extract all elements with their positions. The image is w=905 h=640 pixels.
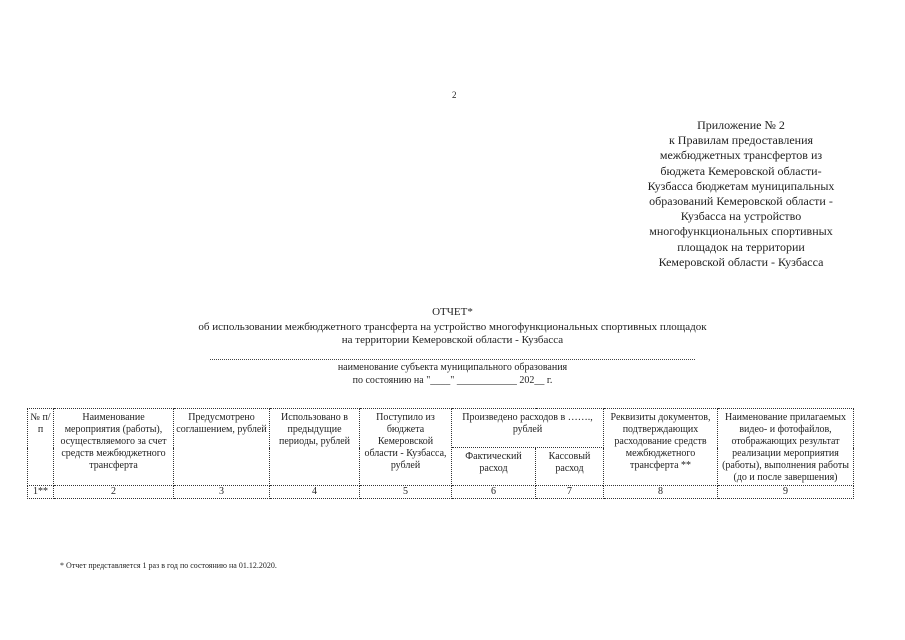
footnote: * Отчет представляется 1 раз в год по состоянию на 01.12.2020.	[60, 561, 277, 570]
appendix-line: к Правилам предоставления	[668, 133, 814, 148]
column-number: 7	[536, 486, 604, 499]
table-number-row	[28, 486, 854, 499]
appendix-line: Приложение № 2	[697, 118, 785, 132]
column-number: 8	[604, 486, 718, 499]
column-number: 1**	[28, 486, 54, 499]
appendix-line: образований Кемеровской области -	[649, 194, 833, 209]
header-activity: Наименование мероприятия (работы), осуществляемого за счет средств межбюджетного трансферта	[54, 409, 174, 486]
header-actual-expense: Фактический расход	[452, 448, 536, 486]
column-number: 4	[270, 486, 360, 499]
appendix-line: Кузбасса бюджетам муниципальных	[647, 178, 835, 193]
header-media-files: Наименование прилагаемых видео- и фотофайлов, отображающих результат реализации мероприятия (работы), выполнения работы (до и после завершения)	[718, 409, 854, 486]
column-number: 6	[452, 486, 536, 499]
appendix-line: межбюджетных трансфертов из	[659, 148, 823, 163]
table-header-row	[28, 409, 854, 448]
report-title: ОТЧЕТ*	[432, 306, 473, 318]
as-of-date: по состоянию на "____" ____________ 202__ г.	[352, 375, 553, 386]
column-number: 3	[174, 486, 270, 499]
report-subtitle-line1: об использовании межбюджетного трансферта на устройство многофункциональных спортивных площадок	[198, 321, 707, 333]
appendix-line: Кемеровской области - Кузбасса	[658, 254, 824, 269]
municipality-fill-line	[210, 359, 695, 360]
report-subtitle-line2: на территории Кемеровской области - Кузбасса	[341, 334, 564, 346]
header-used-previous: Использовано в предыдущие периоды, рублей	[270, 409, 360, 486]
header-documents: Реквизиты документов, подтверждающих расходование средств межбюджетного трансферта **	[604, 409, 718, 486]
municipality-caption: наименование субъекта муниципального образования	[337, 362, 568, 373]
appendix-block	[606, 118, 876, 270]
page-number: 2	[452, 90, 457, 100]
column-number: 2	[54, 486, 174, 499]
header-number: № п/п	[28, 409, 54, 486]
header-expenses-group: Произведено расходов в ……., рублей	[452, 409, 604, 448]
appendix-line: площадок на территории	[677, 239, 805, 254]
column-number: 9	[718, 486, 854, 499]
appendix-line: бюджета Кемеровской области-	[660, 163, 822, 178]
header-received: Поступило из бюджета Кемеровской области - Кузбасса, рублей	[360, 409, 452, 486]
report-table	[27, 408, 854, 499]
header-cash-expense: Кассовый расход	[536, 448, 604, 486]
header-planned: Предусмотрено соглашением, рублей	[174, 409, 270, 486]
appendix-line: многофункциональных спортивных	[649, 224, 833, 239]
appendix-line: Кузбасса на устройство	[680, 209, 802, 224]
column-number: 5	[360, 486, 452, 499]
